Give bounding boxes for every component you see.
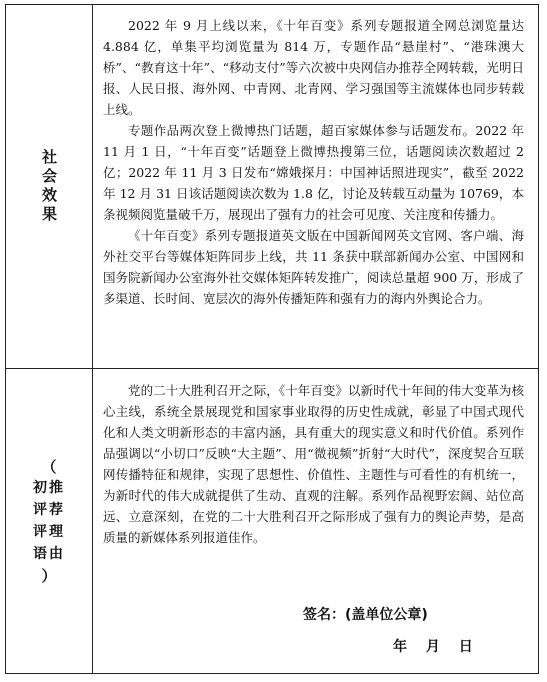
recommendation-label: 初推评荐评理语由 <box>33 479 65 562</box>
social-effect-label: 社会效果 <box>40 148 58 225</box>
recommendation-row <box>6 368 538 673</box>
recommendation-label-cell <box>6 368 93 673</box>
social-effect-paragraph-1: 2022 年 9 月上线以来，《十年百变》系列专题报道全网总浏览量达 4.884 亿，单集平均浏览量为 814 万，专题作品“悬崖村”、“港珠澳大桥”、“教育这十年”、“移动支付”等六次被中央网信办推荐全网转载，光明日报、人民日报、海外网、中青网、北青网、学习强国等主流媒体也同步转载上线。 <box>103 18 524 117</box>
recommendation-label-group <box>31 456 67 586</box>
signature-line: 签名：(盖单位公章) <box>303 607 428 623</box>
label-close-paren: ） <box>41 566 57 585</box>
evaluation-table <box>5 4 539 674</box>
recommendation-content <box>93 368 538 673</box>
social-effect-label-cell <box>6 5 93 368</box>
social-effect-paragraph-3: 《十年百变》系列专题报道英文版在中国新闻网英文官网、客户端、海外社交平台等媒体矩阵同步上线，共 11 条获中联部新闻办公室、中国网和国务院新闻办公室海外社交媒体矩阵转发推广，阅读总量超 900 万，形成了多渠道、长时间、宽层次的海外传播矩阵和强有力的海内外舆论合力。 <box>103 228 524 306</box>
social-effect-paragraph-2: 专题作品两次登上微博热门话题，超百家媒体参与话题发布。2022 年 11 月 1 日，“十年百变”话题登上微博热搜第三位，话题阅读次数超过 2 亿；2022 年 11 月 3 日发布“嫦娥探月：中国神话照进现实”，截至 2022 年 12 月 31 日该话题阅读次数为 1.8 亿，讨论及转载互动量为 10769，本条视频阅览量破千万，展现出了强有力的社会可见度、关注度和传播力。 <box>103 123 524 222</box>
social-effect-row <box>6 5 538 369</box>
label-open-paren: （ <box>41 457 57 476</box>
date-line: 年 月 日 <box>393 639 473 655</box>
social-effect-content <box>93 5 538 368</box>
recommendation-paragraph: 党的二十大胜利召开之际，《十年百变》以新时代十年间的伟大变革为核心主线，系统全景展现党和国家事业取得的历史性成就，彰显了中国式现代化和人类文明新形态的丰富内涵，具有重大的现实意义和时代价值。系列作品强调以“小切口”反映“大主题”、用“微视频”折射“大时代”，深度契合互联网传播特征和规律，实现了思想性、价值性、主题性与可看性的有机统一，为新时代的伟大成就提供了生动、直观的注解。系列作品视野宏阔、站位高远、立意深刻，在党的二十大胜利召开之际形成了强有力的舆论声势，是高质量的新媒体系列报道佳作。 <box>103 383 524 545</box>
